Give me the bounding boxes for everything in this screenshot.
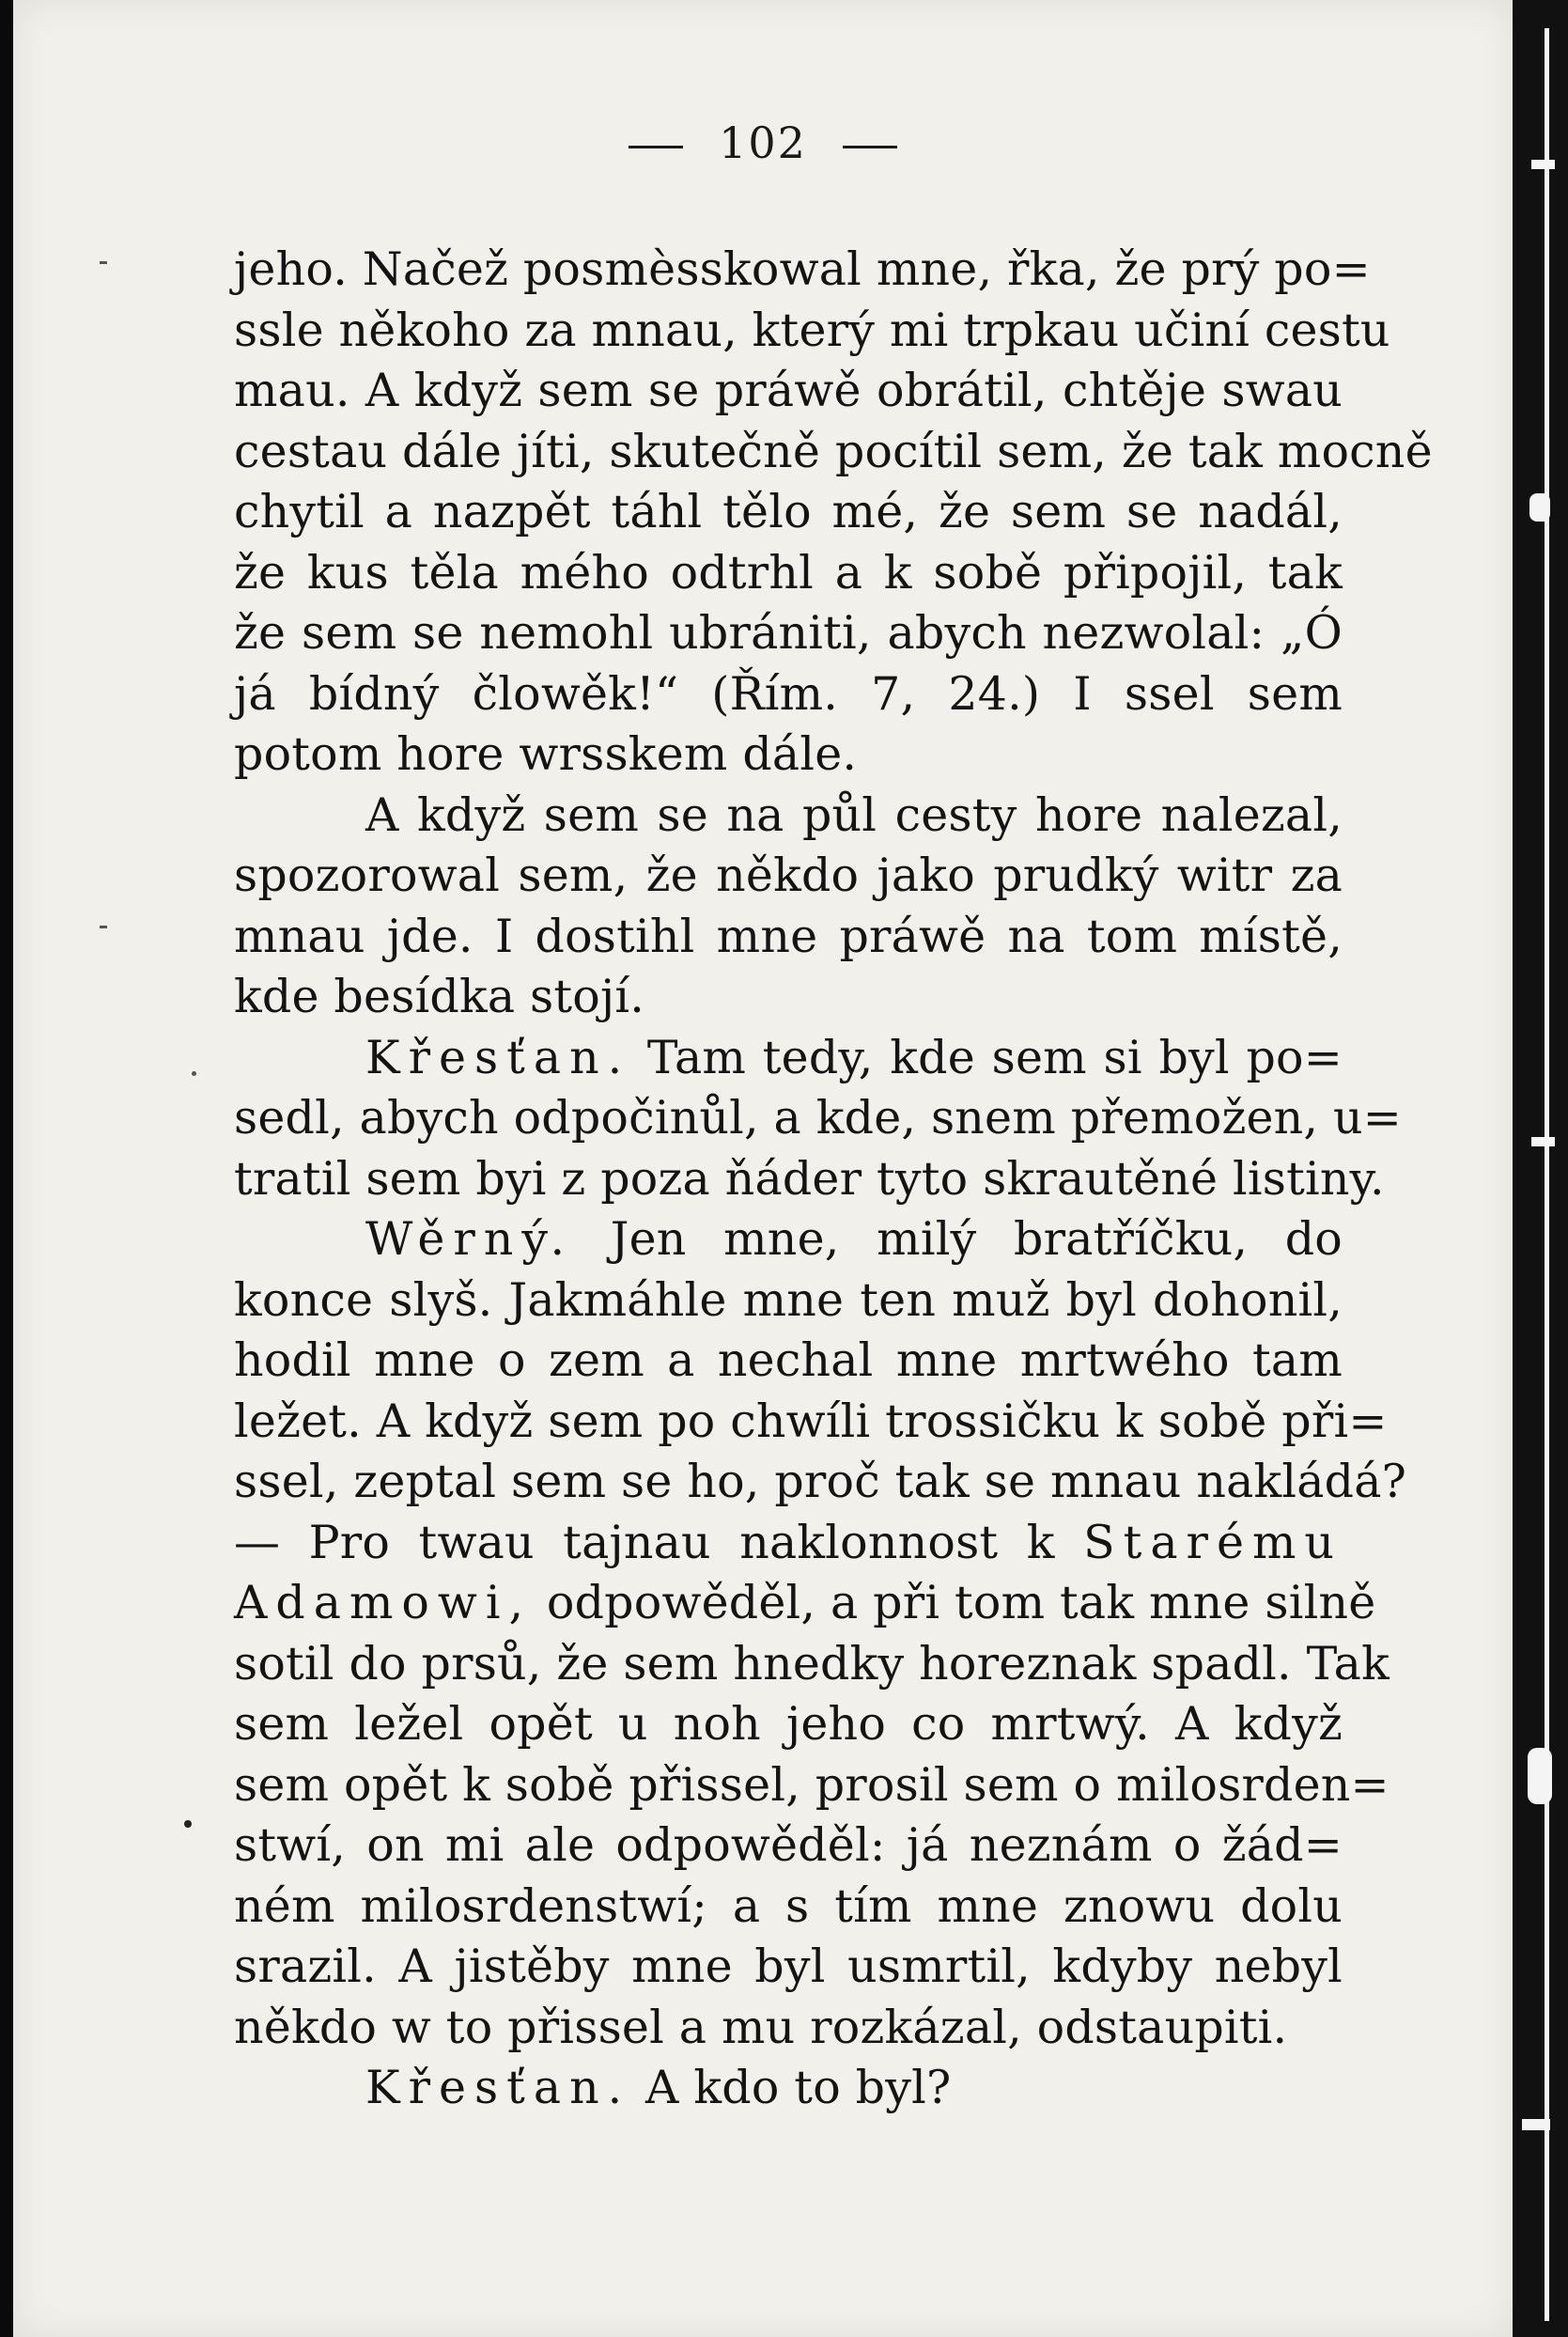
paper-sheet [13, 0, 1513, 2337]
text-line: jeho. Načež posmèsskowal mne, řka, že prý po= [234, 242, 1371, 296]
text-line: chytil a nazpět táhl tělo mé, že sem se nadál, [234, 485, 1343, 538]
binding-mark [1531, 160, 1555, 169]
text-line: ssel, zeptal sem se ho, proč tak se mnau nakládá? [234, 1455, 1407, 1508]
text-line: někdo w to přissel a mu rozkázal, odstaupiti. [234, 2000, 1288, 2054]
text-fragment: A kdo to byl? [645, 2061, 952, 2114]
text-line: ném milosrdenstwí; a s tím mne znowu dolu [234, 1878, 1343, 1933]
text-line: A když sem se na půl cesty hore nalezal, [365, 787, 1343, 842]
text-line: spozorowal sem, že někdo jako prudký witr za [234, 849, 1343, 902]
speaker-label: Křesťan. [365, 1030, 631, 1084]
text-fragment: — Pro twau tajnau naklonnost k [234, 1515, 1055, 1569]
dialogue-line [234, 1209, 1343, 1270]
text-fragment: Tam tedy, kde sem si byl po= [646, 1030, 1343, 1084]
text-line: tratil sem byi z poza ňáder tyto skrautěné listiny. [234, 1151, 1385, 1206]
scan-speck [100, 261, 107, 264]
dialogue-line [234, 1028, 1343, 1089]
text-line: ssle někoho za mnau, který mi trpkau učiní cestu [234, 303, 1390, 357]
speaker-label: Wěrný. [365, 1212, 574, 1266]
binding-mark [1531, 1137, 1555, 1146]
text-line: kde besídka stojí. [234, 970, 645, 1023]
header-dash-left [629, 146, 683, 148]
text-line: sem opět k sobě přissel, prosil sem o milosrden= [234, 1757, 1389, 1812]
emphasized-word: Adamowi, [234, 1576, 533, 1629]
text-line [234, 1513, 1343, 1574]
page-number: 102 [719, 117, 807, 168]
text-line: stwí, on mi ale odpowěděl: já neznám o žád= [234, 1818, 1343, 1872]
scan-speck [192, 1071, 196, 1076]
text-line: cestau dále jíti, skutečně pocítil sem, že tak mocně [234, 424, 1433, 478]
emphasized-word: Starému [1083, 1515, 1343, 1569]
text-line: že sem se nemohl ubrániti, abych nezwolal: „Ó [234, 606, 1343, 660]
text-fragment: Jen mne, milý bratříčku, do [610, 1212, 1343, 1266]
text-line: já bídný člowěk!“ (Řím. 7, 24.) I ssel sem [234, 666, 1343, 721]
binding-edge [1513, 0, 1568, 2337]
body-text [234, 240, 1433, 2119]
binding-mark [1528, 1748, 1552, 1804]
text-line: že kus těla mého odtrhl a k sobě připojil, tak [234, 545, 1343, 600]
text-fragment: odpowěděl, a při tom tak mne silně [546, 1576, 1376, 1629]
text-line [234, 1573, 1376, 1634]
text-line: sotil do prsů, že sem hnedky horeznak spadl. Tak [234, 1636, 1389, 1690]
page-header [13, 117, 1513, 168]
speaker-label: Křesťan. [365, 2061, 631, 2114]
text-line: hodil mne o zem a nechal mne mrtwého tam [234, 1333, 1343, 1387]
text-line: potom hore wrsskem dále. [234, 727, 858, 781]
scan-speck [184, 1820, 192, 1828]
scan-speck [100, 926, 107, 928]
dialogue-line [234, 2058, 1343, 2119]
binding-mark [1529, 493, 1550, 522]
text-line: mnau jde. I dostihl mne práwě na tom místě, [234, 909, 1343, 963]
text-line: sedl, abych odpočinůl, a kde, snem přemožen, u= [234, 1091, 1402, 1145]
binding-rule [1545, 28, 1549, 2321]
header-dash-right [843, 146, 897, 148]
text-line: sem ležel opět u noh jeho co mrtwý. A když [234, 1697, 1343, 1751]
text-line: ležet. A když sem po chwíli trossičku k sobě při= [234, 1394, 1388, 1448]
text-line: srazil. A jistěby mne byl usmrtil, kdyby nebyl [234, 1940, 1343, 1993]
text-line: mau. A když sem se práwě obrátil, chtěje swau [234, 364, 1343, 417]
binding-mark [1522, 2119, 1550, 2130]
text-line: konce slyš. Jakmáhle mne ten muž byl dohonil, [234, 1272, 1343, 1327]
